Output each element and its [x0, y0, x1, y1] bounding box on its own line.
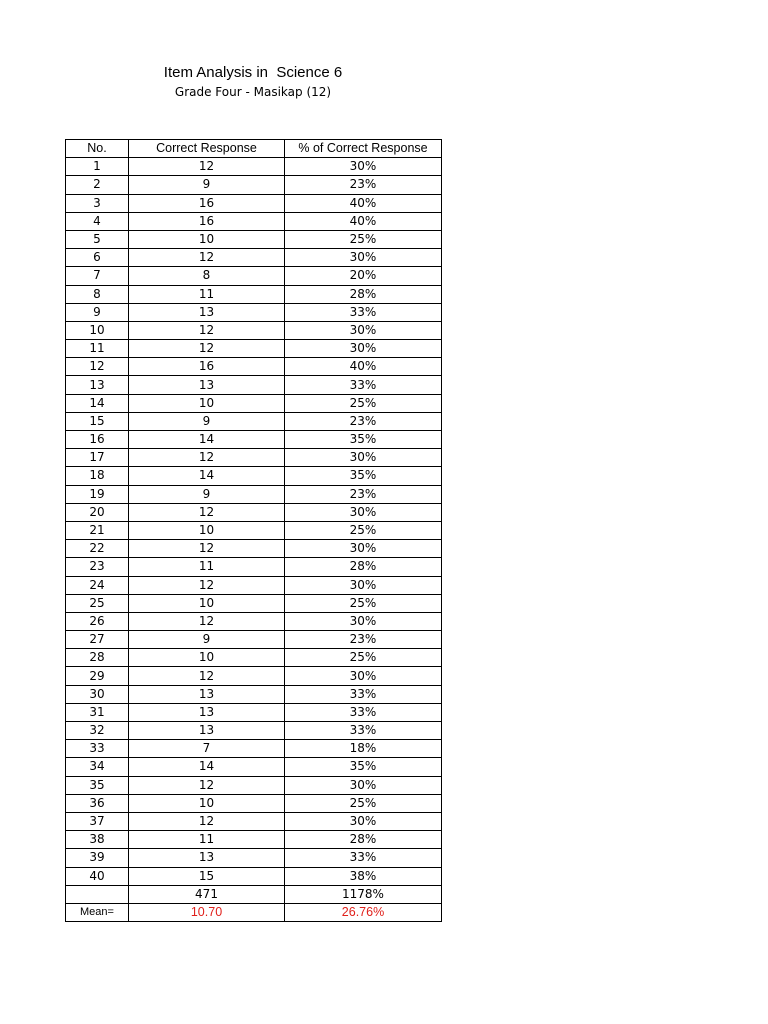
item-no-cell: 39: [66, 849, 129, 867]
table-row: [66, 394, 442, 412]
table-row: [66, 249, 442, 267]
percent-correct-cell: 25%: [285, 794, 442, 812]
correct-response-cell: 9: [129, 631, 285, 649]
percent-correct-cell: 30%: [285, 776, 442, 794]
correct-response-cell: 12: [129, 249, 285, 267]
correct-response-cell: 7: [129, 740, 285, 758]
table-row: [66, 685, 442, 703]
table-row: [66, 194, 442, 212]
item-no-cell: 34: [66, 758, 129, 776]
percent-correct-cell: 23%: [285, 412, 442, 430]
correct-response-cell: 10: [129, 649, 285, 667]
correct-response-cell: 9: [129, 485, 285, 503]
percent-correct-cell: 25%: [285, 649, 442, 667]
correct-response-cell: 14: [129, 758, 285, 776]
correct-response-cell: 12: [129, 776, 285, 794]
correct-response-cell: 10: [129, 521, 285, 539]
item-no-cell: 35: [66, 776, 129, 794]
mean-correct-cell: 10.70: [129, 903, 285, 921]
percent-correct-cell: 28%: [285, 831, 442, 849]
item-no-cell: 23: [66, 558, 129, 576]
table-row: [66, 594, 442, 612]
correct-response-cell: 12: [129, 812, 285, 830]
percent-correct-cell: 23%: [285, 631, 442, 649]
correct-response-cell: 12: [129, 667, 285, 685]
correct-response-cell: 12: [129, 158, 285, 176]
mean-label-cell: Mean=: [66, 903, 129, 921]
item-no-cell: 24: [66, 576, 129, 594]
item-no-cell: 21: [66, 521, 129, 539]
item-no-cell: 18: [66, 467, 129, 485]
table-row: [66, 831, 442, 849]
header-correct-response: Correct Response: [129, 140, 285, 158]
correct-response-cell: 11: [129, 285, 285, 303]
item-no-cell: 28: [66, 649, 129, 667]
correct-response-cell: 9: [129, 412, 285, 430]
total-row: [66, 885, 442, 903]
item-no-cell: 11: [66, 340, 129, 358]
table-row: [66, 576, 442, 594]
table-row: [66, 758, 442, 776]
item-no-cell: 16: [66, 431, 129, 449]
correct-response-cell: 16: [129, 212, 285, 230]
item-no-cell: 25: [66, 594, 129, 612]
table-row: [66, 667, 442, 685]
table-row: [66, 267, 442, 285]
correct-response-cell: 10: [129, 394, 285, 412]
mean-percent-cell: 26.76%: [285, 903, 442, 921]
percent-correct-cell: 33%: [285, 849, 442, 867]
correct-response-cell: 12: [129, 540, 285, 558]
percent-correct-cell: 38%: [285, 867, 442, 885]
item-no-cell: 31: [66, 703, 129, 721]
correct-response-cell: 12: [129, 576, 285, 594]
table-row: [66, 485, 442, 503]
item-no-cell: 26: [66, 612, 129, 630]
item-no-cell: 5: [66, 230, 129, 248]
correct-response-cell: 14: [129, 467, 285, 485]
mean-row: [66, 903, 442, 921]
correct-response-cell: 13: [129, 685, 285, 703]
table-row: [66, 158, 442, 176]
table-row: [66, 431, 442, 449]
percent-correct-cell: 30%: [285, 340, 442, 358]
percent-correct-cell: 30%: [285, 321, 442, 339]
item-no-cell: 8: [66, 285, 129, 303]
table-row: [66, 722, 442, 740]
item-no-cell: 32: [66, 722, 129, 740]
item-no-cell: 15: [66, 412, 129, 430]
table-row: [66, 176, 442, 194]
page-title: Item Analysis in Science 6: [163, 64, 343, 81]
total-correct-cell: 471: [129, 885, 285, 903]
correct-response-cell: 13: [129, 722, 285, 740]
header-percent-correct: % of Correct Response: [285, 140, 442, 158]
table-row: [66, 794, 442, 812]
item-analysis-table: [65, 139, 442, 922]
table-row: [66, 376, 442, 394]
header-no: No.: [66, 140, 129, 158]
item-no-cell: 40: [66, 867, 129, 885]
percent-correct-cell: 20%: [285, 267, 442, 285]
correct-response-cell: 16: [129, 358, 285, 376]
correct-response-cell: 10: [129, 794, 285, 812]
item-no-cell: 29: [66, 667, 129, 685]
item-no-cell: 7: [66, 267, 129, 285]
item-no-cell: 36: [66, 794, 129, 812]
total-label-cell: [66, 885, 129, 903]
item-no-cell: 3: [66, 194, 129, 212]
item-no-cell: 6: [66, 249, 129, 267]
percent-correct-cell: 23%: [285, 485, 442, 503]
total-percent-cell: 1178%: [285, 885, 442, 903]
correct-response-cell: 8: [129, 267, 285, 285]
percent-correct-cell: 40%: [285, 358, 442, 376]
item-no-cell: 14: [66, 394, 129, 412]
item-no-cell: 19: [66, 485, 129, 503]
percent-correct-cell: 25%: [285, 594, 442, 612]
table-row: [66, 558, 442, 576]
correct-response-cell: 13: [129, 303, 285, 321]
item-no-cell: 27: [66, 631, 129, 649]
correct-response-cell: 11: [129, 558, 285, 576]
percent-correct-cell: 30%: [285, 812, 442, 830]
item-no-cell: 2: [66, 176, 129, 194]
correct-response-cell: 12: [129, 321, 285, 339]
percent-correct-cell: 30%: [285, 667, 442, 685]
percent-correct-cell: 33%: [285, 685, 442, 703]
page-subtitle: Grade Four - Masikap (12): [174, 85, 332, 99]
correct-response-cell: 12: [129, 612, 285, 630]
table-row: [66, 649, 442, 667]
percent-correct-cell: 33%: [285, 722, 442, 740]
item-no-cell: 22: [66, 540, 129, 558]
item-no-cell: 1: [66, 158, 129, 176]
correct-response-cell: 10: [129, 230, 285, 248]
percent-correct-cell: 33%: [285, 303, 442, 321]
item-no-cell: 30: [66, 685, 129, 703]
correct-response-cell: 12: [129, 340, 285, 358]
item-no-cell: 4: [66, 212, 129, 230]
item-no-cell: 33: [66, 740, 129, 758]
correct-response-cell: 11: [129, 831, 285, 849]
percent-correct-cell: 35%: [285, 758, 442, 776]
percent-correct-cell: 30%: [285, 449, 442, 467]
table-row: [66, 412, 442, 430]
table-row: [66, 212, 442, 230]
correct-response-cell: 10: [129, 594, 285, 612]
percent-correct-cell: 35%: [285, 467, 442, 485]
item-no-cell: 12: [66, 358, 129, 376]
table-row: [66, 285, 442, 303]
percent-correct-cell: 18%: [285, 740, 442, 758]
percent-correct-cell: 40%: [285, 194, 442, 212]
table-row: [66, 849, 442, 867]
correct-response-cell: 13: [129, 703, 285, 721]
percent-correct-cell: 25%: [285, 230, 442, 248]
table-row: [66, 703, 442, 721]
table-row: [66, 358, 442, 376]
item-no-cell: 13: [66, 376, 129, 394]
table-row: [66, 612, 442, 630]
percent-correct-cell: 28%: [285, 558, 442, 576]
item-no-cell: 17: [66, 449, 129, 467]
correct-response-cell: 16: [129, 194, 285, 212]
table-row: [66, 230, 442, 248]
percent-correct-cell: 30%: [285, 576, 442, 594]
table-row: [66, 521, 442, 539]
percent-correct-cell: 40%: [285, 212, 442, 230]
table-row: [66, 631, 442, 649]
header-row: [66, 140, 442, 158]
item-no-cell: 20: [66, 503, 129, 521]
correct-response-cell: 12: [129, 449, 285, 467]
percent-correct-cell: 30%: [285, 540, 442, 558]
table-row: [66, 503, 442, 521]
table-row: [66, 340, 442, 358]
correct-response-cell: 15: [129, 867, 285, 885]
percent-correct-cell: 30%: [285, 249, 442, 267]
table-row: [66, 303, 442, 321]
percent-correct-cell: 30%: [285, 503, 442, 521]
table-body: [66, 158, 442, 886]
correct-response-cell: 13: [129, 376, 285, 394]
table-row: [66, 321, 442, 339]
percent-correct-cell: 28%: [285, 285, 442, 303]
table-row: [66, 776, 442, 794]
table-row: [66, 449, 442, 467]
table-row: [66, 467, 442, 485]
table-row: [66, 740, 442, 758]
item-no-cell: 10: [66, 321, 129, 339]
correct-response-cell: 14: [129, 431, 285, 449]
correct-response-cell: 13: [129, 849, 285, 867]
item-no-cell: 37: [66, 812, 129, 830]
percent-correct-cell: 23%: [285, 176, 442, 194]
item-no-cell: 9: [66, 303, 129, 321]
percent-correct-cell: 33%: [285, 376, 442, 394]
table-row: [66, 812, 442, 830]
item-no-cell: 38: [66, 831, 129, 849]
correct-response-cell: 12: [129, 503, 285, 521]
table-row: [66, 867, 442, 885]
correct-response-cell: 9: [129, 176, 285, 194]
percent-correct-cell: 25%: [285, 521, 442, 539]
percent-correct-cell: 30%: [285, 158, 442, 176]
table-row: [66, 540, 442, 558]
percent-correct-cell: 35%: [285, 431, 442, 449]
percent-correct-cell: 33%: [285, 703, 442, 721]
percent-correct-cell: 25%: [285, 394, 442, 412]
percent-correct-cell: 30%: [285, 612, 442, 630]
